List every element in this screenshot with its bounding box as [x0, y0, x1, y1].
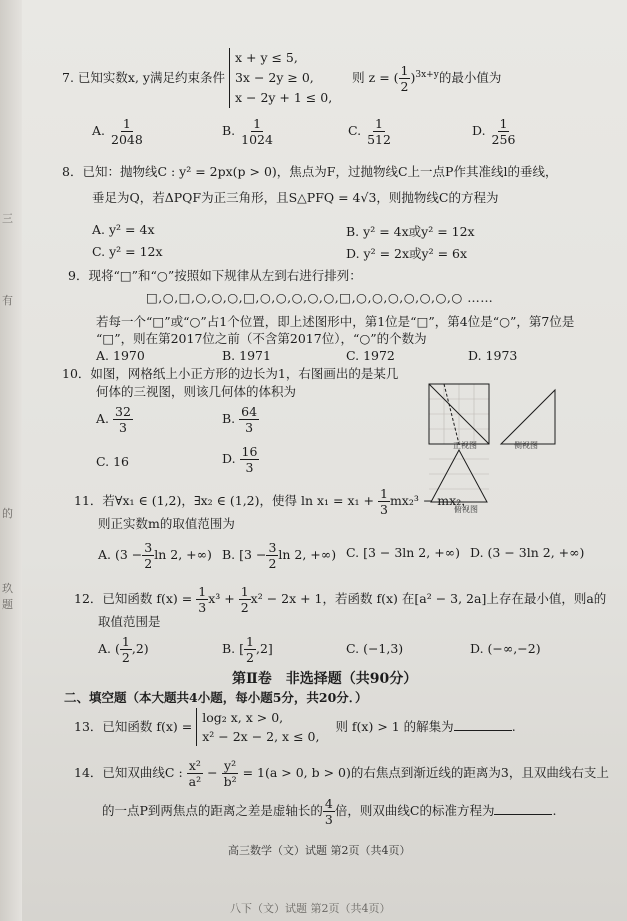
option-text: [: [239, 641, 245, 656]
option-text: [3 −: [239, 547, 267, 562]
stem-part: .: [511, 719, 516, 734]
q9-option-a: [96, 348, 145, 363]
fill-in-section-heading: 二、填空题（本大题共4小题，每小题5分，共20分．）: [64, 690, 368, 705]
symbol-sequence: □,○,□,○,○,○,□,○,○,○,○,○,□,○,○,○,○,○,○,○ ……: [146, 290, 494, 305]
stem-part: 的一点P到两焦点的距离之差是虚轴长的: [102, 803, 323, 818]
fraction-denominator: 2: [144, 556, 153, 571]
fraction-numerator: 1: [198, 584, 207, 599]
option-label: C.: [346, 348, 360, 363]
question-14-line-1: [74, 758, 609, 789]
objective-exponent: 3x+y: [415, 69, 439, 80]
option-label: D.: [468, 348, 482, 363]
option-label: D.: [470, 641, 484, 656]
bottom-footer: 八下（文）试题 第2页（共4页）: [230, 902, 391, 915]
option-text: 1973: [485, 348, 518, 363]
fraction-denominator: 512: [367, 132, 391, 147]
fraction-denominator: b²: [223, 774, 237, 789]
q10-option-d: [222, 444, 259, 475]
side-view-triangle: [501, 390, 555, 444]
option-label: B.: [222, 411, 236, 426]
q10-option-a: [96, 404, 133, 435]
fraction-denominator: 2: [268, 556, 277, 571]
answer-blank[interactable]: [494, 814, 552, 815]
option-label: B.: [222, 641, 236, 656]
q10-option-b: [222, 404, 259, 435]
q9-option-b: [222, 348, 271, 363]
fraction-numerator: 3: [268, 540, 277, 555]
option-text: 1970: [113, 348, 145, 363]
fraction-denominator: 1024: [241, 132, 273, 147]
left-page-edge: [0, 0, 22, 921]
option-label: D.: [472, 123, 486, 138]
option-text: y² = 2x或y² = 6x: [363, 246, 468, 261]
edge-mark: 题: [2, 598, 13, 611]
question-11-line-2: 则正实数m的取值范围为: [98, 516, 235, 531]
fraction-numerator: 32: [115, 404, 131, 419]
option-label: C.: [348, 123, 362, 138]
fraction-denominator: 3: [324, 812, 333, 827]
q9-option-c: [346, 348, 395, 363]
option-label: B.: [222, 123, 236, 138]
fraction-numerator: 16: [241, 444, 258, 459]
option-text: ln 2, +∞): [154, 547, 212, 562]
stem-part: 13．已知函数 f(x) =: [74, 719, 193, 734]
option-text: (−∞,−2): [487, 641, 541, 656]
q8-option-a: [92, 222, 155, 237]
option-label: A.: [98, 641, 112, 656]
option-text: ln 2, +∞): [278, 547, 337, 562]
option-text: ,2): [131, 641, 149, 656]
option-label: D.: [346, 246, 360, 261]
option-text: 1972: [363, 348, 395, 363]
fraction-numerator: 1: [121, 634, 130, 649]
fraction-numerator: 3: [144, 540, 153, 555]
fraction-denominator: 3: [198, 600, 207, 615]
q7-option-b: [222, 116, 275, 147]
question-number: 7.: [62, 70, 74, 85]
fraction-numerator: 1: [400, 62, 409, 78]
stem-part: −: [207, 765, 218, 780]
option-label: B.: [346, 224, 360, 239]
option-label: D.: [222, 451, 236, 466]
piece-1: log₂ x, x > 0,: [202, 710, 284, 725]
fraction-numerator: 1: [253, 116, 262, 131]
stem-part: 12．已知函数 f(x) =: [74, 591, 193, 606]
question-11-line-1: [74, 486, 474, 517]
top-view-caption: 俯视图: [454, 505, 478, 514]
question-9-line-1: 9．现将“□”和“○”按照如下规律从左到右进行排列：: [68, 268, 362, 283]
question-13: [74, 708, 516, 746]
fraction-denominator: 256: [491, 132, 516, 147]
q7-option-d: [472, 116, 517, 147]
stem-part: 倍，则双曲线C的标准方程为: [334, 803, 495, 818]
option-text: y² = 4x: [109, 222, 155, 237]
fraction-denominator: 3: [380, 502, 388, 517]
option-label: C.: [346, 545, 360, 560]
stem-part: x³ +: [208, 591, 235, 606]
option-label: C.: [346, 641, 360, 656]
option-label: A.: [96, 411, 110, 426]
piecewise-function: [196, 708, 319, 746]
q12-option-c: [346, 641, 403, 656]
stem-part: mx₂³ − mx₂，: [389, 493, 474, 508]
option-text: 16: [113, 454, 129, 469]
option-label: B.: [222, 547, 236, 562]
option-text: (3 −: [115, 547, 143, 562]
fraction-numerator: 1: [240, 584, 249, 599]
option-label: D.: [470, 545, 484, 560]
q8-option-d: [346, 244, 467, 262]
objective-suffix: 的最小值为: [438, 69, 502, 85]
q8-option-c: [92, 244, 163, 259]
front-view-caption: 正视图: [453, 441, 477, 450]
q11-option-b: [222, 540, 336, 571]
answer-blank[interactable]: [454, 730, 512, 731]
stem-part: 11．若∀x₁ ∈ (1,2)，∃x₂ ∈ (1,2)，使得 ln x₁ = x₁ +: [74, 493, 375, 508]
fraction-numerator: 1: [380, 486, 388, 501]
option-label: B.: [222, 348, 236, 363]
question-9-line-4: “□”，则在第2017位之前（不含第2017位），“○”的个数为: [96, 331, 427, 346]
edge-mark: 有: [2, 294, 13, 307]
side-view-caption: 侧视图: [514, 441, 538, 450]
stem-part: .: [552, 803, 557, 818]
fraction-numerator: 4: [324, 796, 333, 811]
option-text: [3 − 3ln 2, +∞): [363, 545, 460, 560]
question-10-line-2: 何体的三视图，则该几何体的体积为: [96, 384, 297, 399]
stem-part: 14．已知双曲线C :: [74, 765, 183, 780]
constraint-system: [229, 48, 332, 108]
option-label: A.: [98, 547, 112, 562]
constraint-2: 3x − 2y ≥ 0,: [234, 70, 314, 85]
fraction-denominator: a²: [188, 774, 202, 789]
fraction-denominator: 2: [246, 650, 254, 665]
grid-lines: [429, 384, 489, 489]
q11-option-c: [346, 545, 460, 560]
piece-2: x² − 2x − 2, x ≤ 0,: [202, 729, 320, 744]
question-12-line-2: 取值范围是: [98, 614, 161, 629]
objective-prefix: 则 z = (: [352, 69, 399, 85]
fraction-numerator: 64: [241, 404, 258, 419]
option-label: A.: [92, 123, 106, 138]
option-text: (3 − 3ln 2, +∞): [487, 545, 585, 560]
question-7: [62, 48, 501, 108]
fraction-denominator: 3: [118, 420, 127, 435]
question-14-line-2: [102, 796, 556, 827]
q12-option-d: [470, 641, 541, 656]
option-label: C.: [92, 244, 106, 259]
q11-option-a: [98, 540, 212, 571]
option-text: y² = 4x或y² = 12x: [363, 224, 475, 239]
fraction-denominator: 3: [245, 460, 254, 475]
option-text: (: [115, 641, 120, 656]
fraction-numerator: 1: [375, 116, 383, 131]
fraction-numerator: 1: [499, 116, 508, 131]
q8-option-b: [346, 222, 475, 240]
q7-option-c: [348, 116, 393, 147]
question-10-line-1: 10．如图，网格纸上小正方形的边长为1，右图画出的是某几: [62, 366, 399, 381]
question-9-line-3: 若每一个“□”或“○”占1个位置，即上述图形中，第1位是“□”，第4位是“○”，第7位是: [96, 314, 575, 329]
option-text: ,2]: [256, 641, 273, 656]
question-8-line-2: 垂足为Q，若ΔPQF为正三角形，且S△PFQ = 4√3，则抛物线C的方程为: [92, 190, 499, 205]
edge-mark: 三: [2, 212, 13, 225]
fraction-denominator: 2048: [111, 132, 143, 147]
fraction-denominator: 2: [121, 650, 130, 665]
question-stem: 已知实数x, y满足约束条件: [77, 70, 225, 85]
fraction-numerator: x²: [188, 758, 201, 773]
q7-option-a: [92, 116, 145, 147]
option-label: C.: [96, 454, 110, 469]
stem-part: 则 f(x) > 1 的解集为: [335, 719, 454, 734]
question-12-line-1: [74, 584, 606, 615]
constraint-1: x + y ≤ 5,: [234, 50, 298, 65]
constraint-3: x − 2y + 1 ≤ 0,: [234, 90, 333, 105]
edge-mark: 玖: [2, 582, 13, 595]
q11-option-d: [470, 545, 584, 560]
stem-part: x² − 2x + 1，若函数 f(x) 在[a² − 3, 2a]上存在最小值，则a的: [250, 591, 607, 606]
fraction-denominator: 2: [240, 600, 249, 615]
q9-option-d: [468, 348, 517, 363]
page-footer: 高三数学（文）试题 第2页（共4页）: [228, 844, 411, 857]
question-8-line-1: 8．已知：抛物线C : y² = 2px(p > 0)，焦点为F，过抛物线C上一点P作其准线l的垂线，: [62, 164, 558, 179]
q10-option-c: [96, 454, 129, 469]
fraction-denominator: 3: [245, 420, 254, 435]
option-label: A.: [96, 348, 110, 363]
objective-paren: ): [410, 69, 416, 85]
edge-mark: 的: [2, 507, 13, 520]
fraction-numerator: 1: [122, 116, 131, 131]
stem-part: = 1(a > 0, b > 0)的右焦点到渐近线的距离为3，且双曲线右支上: [242, 765, 609, 780]
part-2-title: 第Ⅱ卷 非选择题（共90分）: [232, 671, 418, 687]
option-text: 1971: [239, 348, 271, 363]
q12-option-a: [98, 634, 149, 665]
option-label: A.: [92, 222, 106, 237]
fraction-numerator: y²: [224, 758, 237, 773]
option-text: y² = 12x: [109, 244, 163, 259]
fraction-denominator: 2: [400, 78, 409, 94]
option-text: (−1,3): [363, 641, 404, 656]
q12-option-b: [222, 634, 273, 665]
fraction-numerator: 1: [246, 634, 254, 649]
